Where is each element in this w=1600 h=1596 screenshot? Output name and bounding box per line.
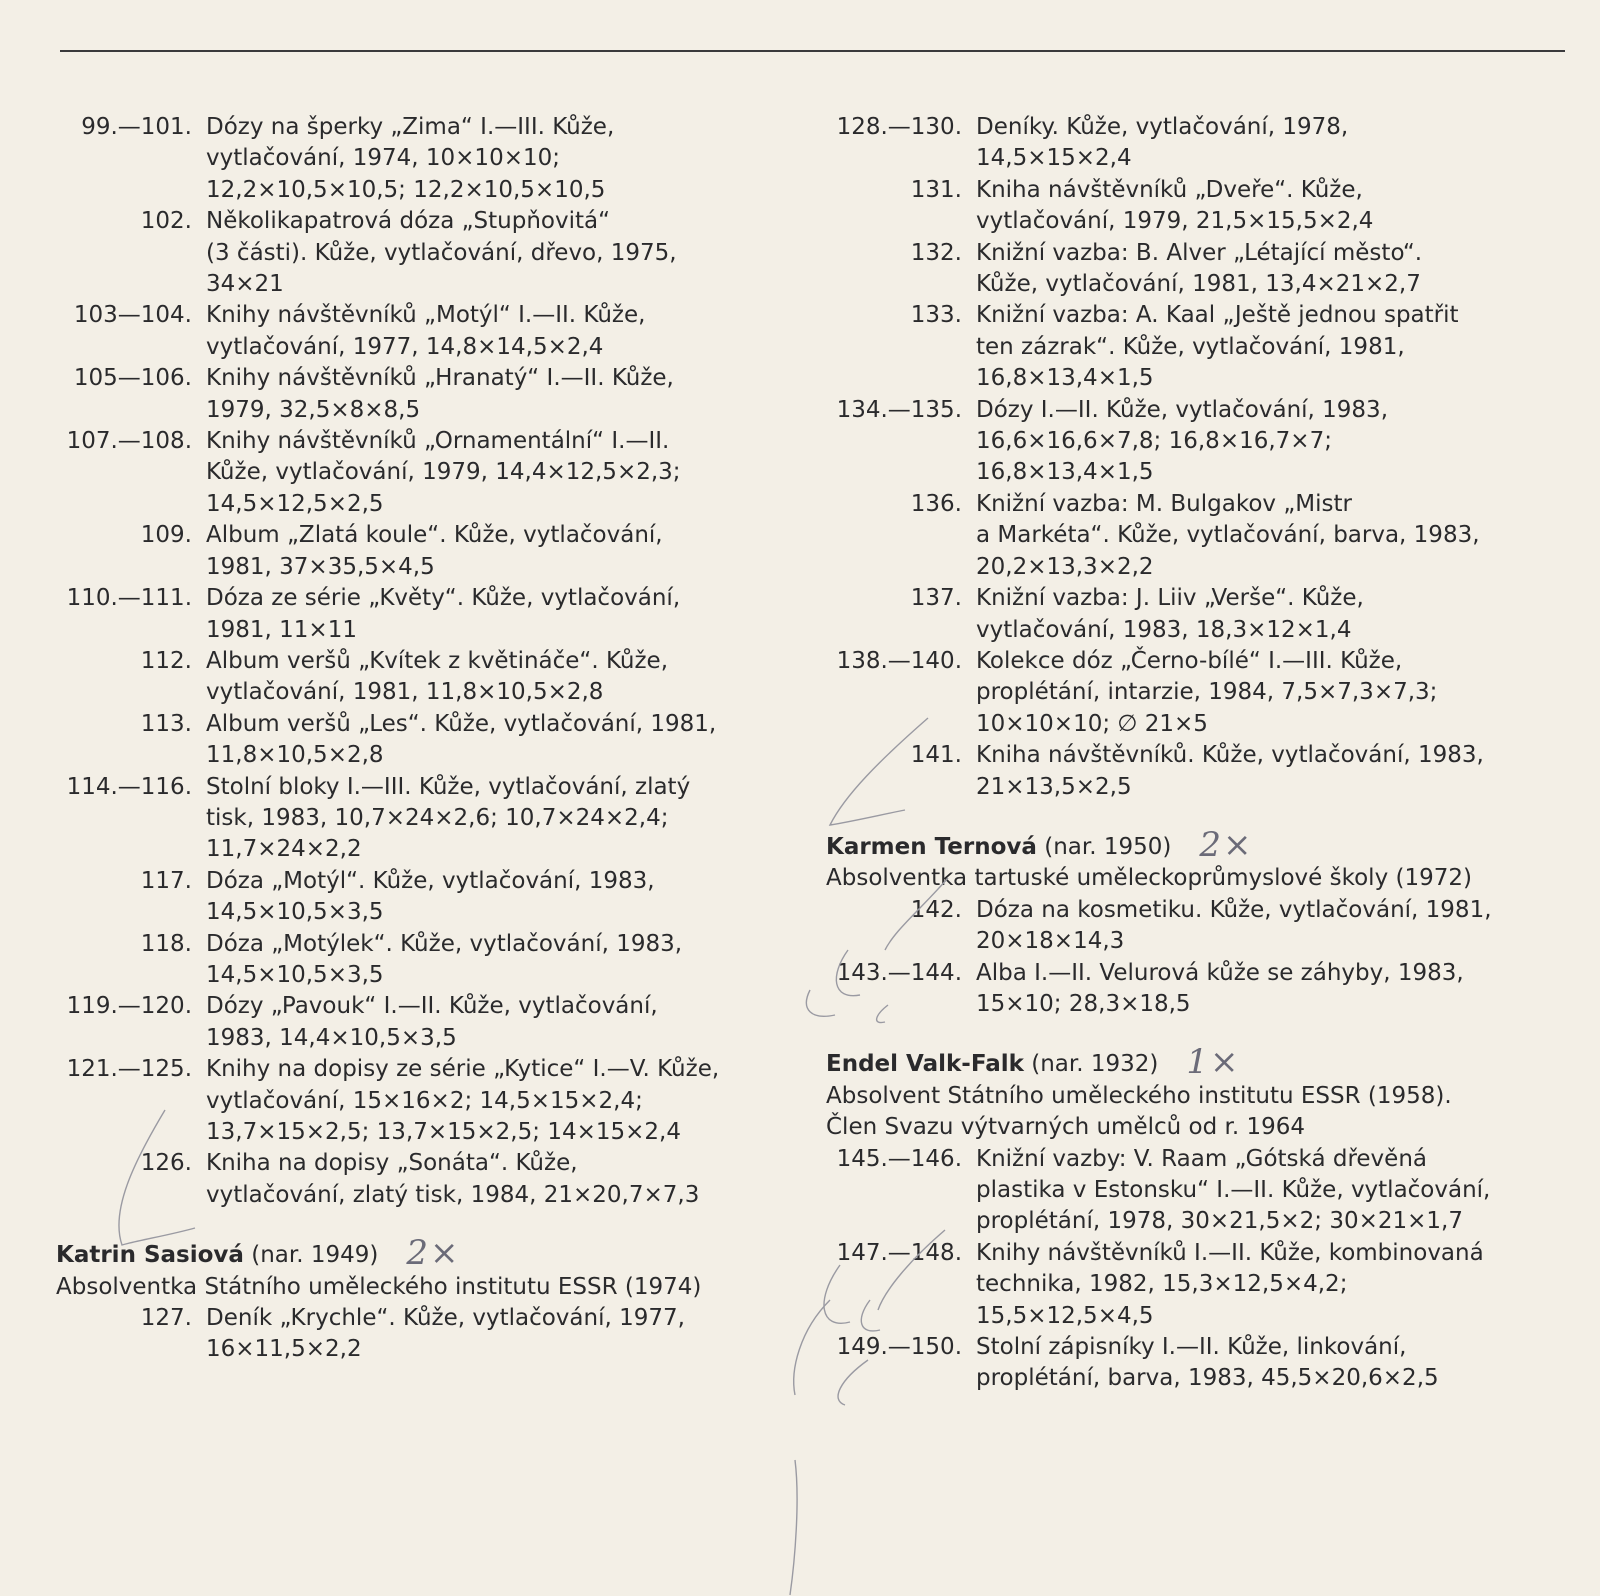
artist-birth: (nar. 1950) <box>1044 833 1172 860</box>
entry-number: 143.—144. <box>836 959 962 986</box>
entry-text: Dóza ze série „Květy“. Kůže, vytlačování, 1981, 11×11 <box>206 585 681 643</box>
artist-name: Katrin Sasiová <box>56 1242 244 1269</box>
entry-number: 145.—146. <box>836 1145 962 1172</box>
entry-text: Knižní vazba: B. Alver „Létající město“. Kůže, vytlačování, 1981, 13,4×21×2,7 <box>976 239 1423 298</box>
catalog-entry <box>56 646 796 709</box>
artist-bio: Absolventka Státního uměleckého institutu ESSR (1974) <box>56 1273 702 1300</box>
entry-number: 119.—120. <box>66 993 192 1020</box>
entry-text: Dóza „Motýlek“. Kůže, vytlačování, 1983, 14,5×10,5×3,5 <box>206 930 683 988</box>
entry-text: Kniha návštěvníků „Dveře“. Kůže, vytlačování, 1979, 21,5×15,5×2,4 <box>976 176 1374 235</box>
entry-text: Album veršů „Kvítek z květináče“. Kůže, vytlačování, 1981, 11,8×10,5×2,8 <box>206 647 669 706</box>
catalog-entry <box>56 426 796 520</box>
entry-text: Několikapatrová dóza „Stupňovitá“ (3 části). Kůže, vytlačování, dřevo, 1975, 34×21 <box>206 208 677 298</box>
catalog-entry <box>826 300 1566 394</box>
artist-heading <box>826 1042 1566 1083</box>
entry-number: 132. <box>910 239 962 266</box>
catalog-entry <box>56 866 796 929</box>
entry-number: 127. <box>140 1305 192 1332</box>
artist-section <box>826 1042 1566 1394</box>
catalog-entry <box>826 489 1566 583</box>
entry-text: Stolní zápisníky I.—II. Kůže, linkování, proplétání, barva, 1983, 45,5×20,6×2,5 <box>976 1334 1439 1392</box>
entry-text: Kolekce dóz „Černo-bílé“ I.—III. Kůže, proplétání, intarzie, 1984, 7,5×7,3×7,3; 10×10×10; ∅ 21×5 <box>976 647 1438 737</box>
artist-name: Karmen Ternová <box>826 833 1037 860</box>
entry-number: 110.—111. <box>66 585 192 612</box>
catalog-entry <box>826 1238 1566 1332</box>
artist-birth: (nar. 1949) <box>251 1242 379 1269</box>
catalog-entry <box>56 520 796 583</box>
entry-text: Album „Zlatá koule“. Kůže, vytlačování, 1981, 37×35,5×4,5 <box>206 522 663 580</box>
entry-number: 141. <box>910 742 962 769</box>
entry-text: Knižní vazba: A. Kaal „Ještě jednou spatřit ten zázrak“. Kůže, vytlačování, 1981, 16,8×13,4×1,5 <box>976 302 1459 392</box>
entry-text: Knihy návštěvníků „Motýl“ I.—II. Kůže, vytlačování, 1977, 14,8×14,5×2,4 <box>206 302 646 360</box>
artist-birth: (nar. 1932) <box>1031 1051 1159 1078</box>
catalog-entry <box>56 1054 796 1148</box>
artist-bio: Absolventka tartuské uměleckoprůmyslové školy (1972) <box>826 865 1472 892</box>
pencil-tick-mark <box>794 1300 830 1395</box>
entry-text: Deníky. Kůže, vytlačování, 1978, 14,5×15×2,4 <box>976 114 1349 172</box>
entry-number: 147.—148. <box>836 1239 962 1266</box>
entry-text: Kniha na dopisy „Sonáta“. Kůže, vytlačování, zlatý tisk, 1984, 21×20,7×7,3 <box>206 1150 700 1208</box>
entry-number: 134.—135. <box>836 396 962 423</box>
entry-text: Album veršů „Les“. Kůže, vytlačování, 1981, 11,8×10,5×2,8 <box>206 710 717 769</box>
catalog-entry <box>826 958 1566 1021</box>
entry-number: 118. <box>140 930 192 957</box>
entry-number: 117. <box>140 867 192 894</box>
entry-number: 138.—140. <box>836 647 962 674</box>
pencil-tick-mark <box>790 1460 797 1595</box>
handwritten-note: 1× <box>1186 1042 1241 1083</box>
entry-number: 126. <box>140 1150 192 1177</box>
entry-text: Dóza na kosmetiku. Kůže, vytlačování, 1981, 20×18×14,3 <box>976 896 1492 955</box>
entry-number: 142. <box>910 896 962 923</box>
entry-text: Knihy návštěvníků „Ornamentální“ I.—II. Kůže, vytlačování, 1979, 14,4×12,5×2,3; 14,5×12,5×2,5 <box>206 428 681 517</box>
entry-number: 105—106. <box>73 365 192 392</box>
right-column <box>826 112 1566 1395</box>
entry-number: 99.—101. <box>81 114 192 140</box>
entry-number: 109. <box>140 522 192 549</box>
entry-number: 133. <box>910 302 962 329</box>
catalog-entry <box>826 646 1566 740</box>
entry-number: 112. <box>140 647 192 674</box>
entry-text: Knihy návštěvníků I.—II. Kůže, kombinovaná technika, 1982, 15,3×12,5×4,2; 15,5×12,5×4,5 <box>976 1239 1484 1329</box>
entry-number: 149.—150. <box>836 1334 962 1361</box>
artist-bio: Absolvent Státního uměleckého institutu ESSR (1958). Člen Svazu výtvarných umělců od r. 1964 <box>826 1082 1452 1141</box>
catalog-entry <box>826 395 1566 489</box>
entry-number: 107.—108. <box>66 428 192 455</box>
catalog-entry <box>56 929 796 992</box>
catalog-entry <box>826 112 1566 175</box>
entry-number: 103—104. <box>73 302 192 329</box>
catalog-entry <box>56 583 796 646</box>
entry-number: 114.—116. <box>66 773 192 800</box>
catalog-entry <box>56 112 796 206</box>
entry-text: Kniha návštěvníků. Kůže, vytlačování, 1983, 21×13,5×2,5 <box>976 742 1484 800</box>
entry-text: Alba I.—II. Velurová kůže se záhyby, 1983, 15×10; 28,3×18,5 <box>976 959 1464 1017</box>
entry-text: Stolní bloky I.—III. Kůže, vytlačování, zlatý tisk, 1983, 10,7×24×2,6; 10,7×24×2,4; 11,7×24×2,2 <box>206 773 691 863</box>
catalog-entry <box>826 1144 1566 1238</box>
catalog-entry <box>56 709 796 772</box>
catalog-entry <box>56 206 796 300</box>
entry-text: Knižní vazby: V. Raam „Gótská dřevěná plastika v Estonsku“ I.—II. Kůže, vytlačování, proplétání, 1978, 30×21,5×2; 30×21×1,7 <box>976 1145 1491 1235</box>
entry-text: Knižní vazba: M. Bulgakov „Mistr a Markéta“. Kůže, vytlačování, barva, 1983, 20,2×13,3×2,2 <box>976 490 1480 580</box>
entry-text: Dózy na šperky „Zima“ I.—III. Kůže, vytlačování, 1974, 10×10×10; 12,2×10,5×10,5; 12,2×10,5×10,5 <box>206 114 615 203</box>
catalog-entry <box>56 363 796 426</box>
catalog-entry <box>56 991 796 1054</box>
catalog-entry <box>56 300 796 363</box>
entry-text: Dóza „Motýl“. Kůže, vytlačování, 1983, 14,5×10,5×3,5 <box>206 867 655 926</box>
catalog-entry <box>56 772 796 866</box>
entry-text: Dózy I.—II. Kůže, vytlačování, 1983, 16,6×16,6×7,8; 16,8×16,7×7; 16,8×13,4×1,5 <box>976 396 1389 486</box>
entry-number: 113. <box>140 710 192 737</box>
entry-number: 121.—125. <box>66 1056 192 1083</box>
entry-number: 102. <box>140 208 192 235</box>
entry-text: Knihy návštěvníků „Hranatý“ I.—II. Kůže, 1979, 32,5×8×8,5 <box>206 365 674 423</box>
catalog-entry <box>826 895 1566 958</box>
artist-name: Endel Valk-Falk <box>826 1051 1024 1078</box>
catalog-entry <box>826 175 1566 238</box>
handwritten-note: 2× <box>1199 824 1254 865</box>
artist-section <box>826 824 1566 1020</box>
entry-number: 136. <box>910 490 962 517</box>
artist-section <box>56 1233 796 1366</box>
top-rule <box>60 50 1565 52</box>
entry-text: Deník „Krychle“. Kůže, vytlačování, 1977, 16×11,5×2,2 <box>206 1305 685 1363</box>
artist-heading <box>56 1233 796 1274</box>
entry-text: Knihy na dopisy ze série „Kytice“ I.—V. Kůže, vytlačování, 15×16×2; 14,5×15×2,4; 13,7×15×2,5; 13,7×15×2,5; 14×15×2,4 <box>206 1056 720 1145</box>
catalog-entry <box>56 1148 796 1211</box>
catalog-entry <box>826 740 1566 803</box>
entry-text: Dózy „Pavouk“ I.—II. Kůže, vytlačování, 1983, 14,4×10,5×3,5 <box>206 993 658 1051</box>
entry-text: Knižní vazba: J. Liiv „Verše“. Kůže, vytlačování, 1983, 18,3×12×1,4 <box>976 585 1364 643</box>
catalog-entry <box>826 238 1566 301</box>
handwritten-note: 2× <box>406 1233 461 1274</box>
catalog-entry <box>56 1303 796 1366</box>
entry-number: 137. <box>910 585 962 612</box>
entry-number: 131. <box>910 176 962 203</box>
catalog-entry <box>826 1332 1566 1395</box>
artist-heading <box>826 824 1566 865</box>
left-column <box>56 112 796 1366</box>
catalog-entry <box>826 583 1566 646</box>
entry-number: 128.—130. <box>836 114 962 140</box>
